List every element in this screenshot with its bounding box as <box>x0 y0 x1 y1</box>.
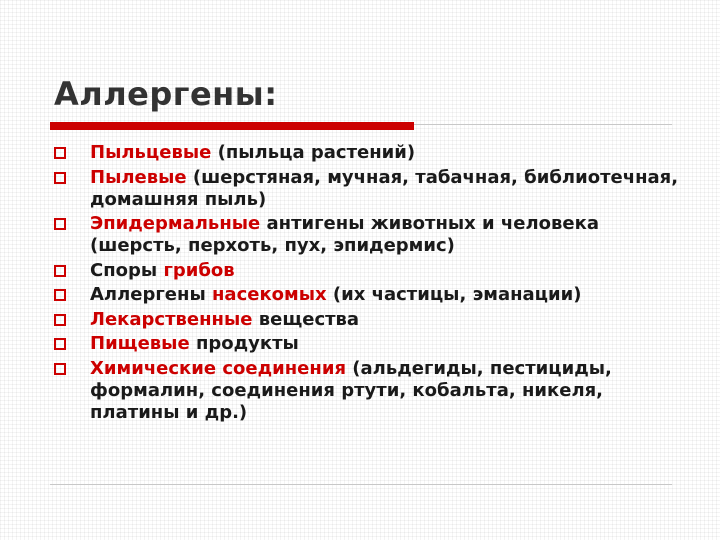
allergen-list <box>50 142 690 426</box>
item-prefix: Аллергены <box>90 284 212 305</box>
item-text: (альдегиды, пестициды, формалин, соединения ртути, кобальта, никеля, платины и др.) <box>90 357 612 423</box>
item-keyword: грибов <box>163 259 235 281</box>
square-bullet-icon <box>54 314 66 326</box>
list-item <box>50 213 690 257</box>
slide-title: Аллергены: <box>54 75 278 113</box>
item-keyword: Химические соединения <box>90 357 346 379</box>
square-bullet-icon <box>54 363 66 375</box>
list-item <box>50 167 690 211</box>
footer-divider <box>50 484 672 485</box>
title-underline-red <box>50 122 414 130</box>
item-text: (шерстяная, мучная, табачная, библиотечная, домашняя пыль) <box>90 166 679 210</box>
square-bullet-icon <box>54 172 66 184</box>
list-item <box>50 260 690 282</box>
item-text: (пыльца растений) <box>211 142 416 163</box>
item-text: (их частицы, эманации) <box>326 284 582 305</box>
square-bullet-icon <box>54 265 66 277</box>
list-item <box>50 284 690 306</box>
list-item <box>50 142 690 164</box>
square-bullet-icon <box>54 338 66 350</box>
list-item <box>50 309 690 331</box>
square-bullet-icon <box>54 218 66 230</box>
item-keyword: насекомых <box>211 284 327 305</box>
item-text: вещества <box>252 308 360 330</box>
item-keyword: Лекарственные <box>90 308 253 330</box>
item-keyword: Эпидермальные <box>90 213 261 234</box>
list-item <box>50 333 690 355</box>
item-keyword: Пищевые <box>90 333 190 354</box>
item-prefix: Споры <box>90 259 164 281</box>
item-text: антигены животных и человека (шерсть, перхоть, пух, эпидермис) <box>90 213 599 256</box>
item-keyword: Пылевые <box>90 166 187 188</box>
square-bullet-icon <box>54 289 66 301</box>
list-item <box>50 358 690 424</box>
item-keyword: Пыльцевые <box>90 142 212 163</box>
square-bullet-icon <box>54 147 66 159</box>
item-text: продукты <box>189 333 299 354</box>
